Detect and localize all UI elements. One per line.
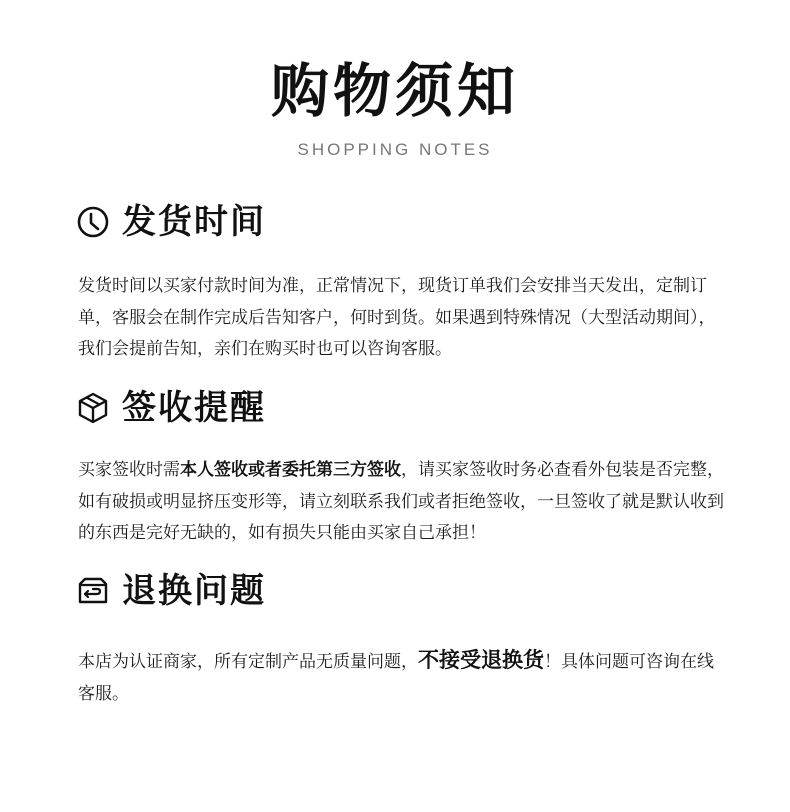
- return-text-after: ！具体问题可咨询在线客服。: [78, 652, 714, 704]
- return-text-emphasis: 不接受退换货: [418, 648, 544, 672]
- section-text-return-exchange: [78, 645, 728, 710]
- receipt-text-emphasis: 本人签收或者委托第三方签收: [180, 460, 401, 480]
- section-text-receipt-reminder: [78, 455, 728, 550]
- receipt-text-before: 买家签收时需: [78, 460, 180, 480]
- receipt-text-after: ，请买家签收时务必查看外包装是否完整，如有破损或明显挤压变形等，请立刻联系我们或者拒绝签收，一旦签收了就是默认收到的东西是完好无缺的，如有损失只能由买家自己承担！: [78, 460, 724, 543]
- page-title: 购物须知: [270, 57, 519, 125]
- package-box-icon: [76, 391, 110, 425]
- section-header-shipping-time: [76, 198, 266, 246]
- section-title-return-exchange: 退换问题: [122, 571, 266, 611]
- return-exchange-icon: [76, 574, 110, 608]
- section-header-return-exchange: [76, 567, 266, 615]
- section-header-receipt-reminder: [76, 384, 266, 432]
- clock-icon: [76, 205, 110, 239]
- return-text-before: 本店为认证商家，所有定制产品无质量问题，: [78, 652, 418, 672]
- page-subtitle: SHOPPING NOTES: [297, 140, 493, 159]
- section-title-receipt-reminder: 签收提醒: [122, 388, 266, 428]
- section-text-shipping-time: 发货时间以买家付款时间为准，正常情况下，现货订单我们会安排当天发出，定制订单，客服会在制作完成后告知客户，何时到货。如果遇到特殊情况（大型活动期间），我们会提前告知，亲们在购买时也可以咨询客服。: [78, 276, 716, 359]
- section-title-shipping-time: 发货时间: [122, 202, 266, 242]
